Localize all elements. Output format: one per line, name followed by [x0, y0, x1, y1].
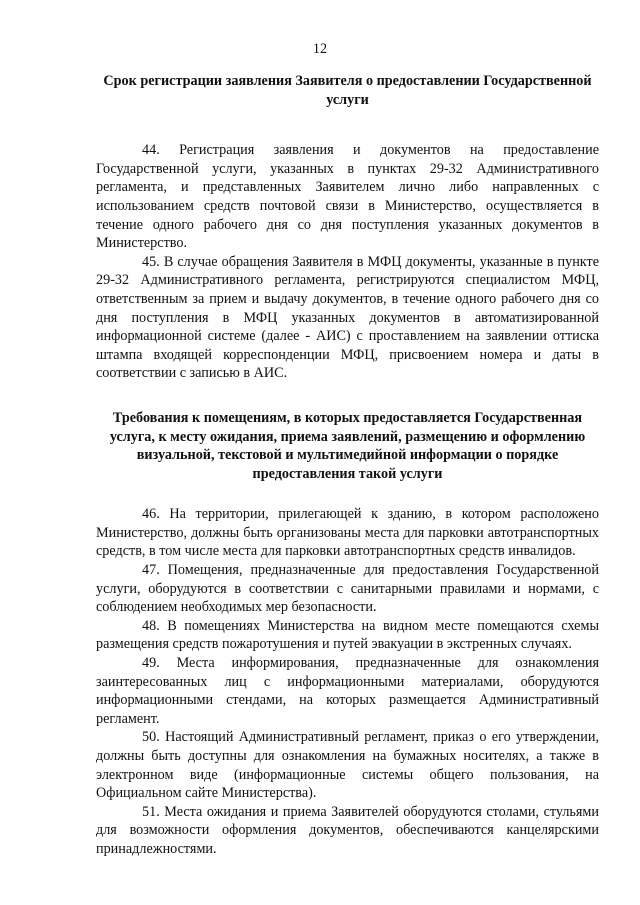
page-content [96, 72, 599, 859]
paragraph-50: 50. Настоящий Административный регламент, приказ о его утверждении, должны быть доступны для ознакомления на бумажных носителях, а также в электронном виде (информационные системы общего пользования, на Официальном сайте Министерства). [96, 729, 599, 802]
section-registration-period [96, 72, 599, 383]
paragraph-44: 44. Регистрация заявления и документов на предоставление Государственной услуги, указанных в пунктах 29-32 Административного регламента, и представленных Заявителем лично либо направленных с использованием средств почтовой связи в Министерство, осуществляется в течение одного рабочего дня со дня поступления указанных документов в Министерство. [96, 142, 599, 252]
paragraph-45: 45. В случае обращения Заявителя в МФЦ документы, указанные в пункте 29-32 Административного регламента, регистрируются специалистом МФЦ, ответственным за прием и выдачу документов, в течение одного рабочего дня со дня поступления в МФЦ указанных документов в автоматизированной информационной системе (далее - АИС) с проставлением на заявлении оттиска штампа входящей корреспонденции МФЦ, присвоением номера и даты в соответствии с записью в АИС. [96, 253, 599, 382]
paragraph-46: 46. На территории, прилегающей к зданию, в котором расположено Министерство, должны быть организованы места для парковки автотранспортных средств, в том числе места для парковки автотранспортных средств инвалидов. [96, 506, 599, 560]
section-heading: Требования к помещениям, в которых предоставляется Государственная услуга, к месту ожидания, приема заявлений, размещению и оформлению визуальной, текстовой и мультимедийной информации о порядке предоставления такой услуги [109, 409, 586, 482]
paragraph-49: 49. Места информирования, предназначенные для ознакомления заинтересованных лиц с информационными материалами, оборудуются информационными стендами, на которых размещается Административный регламент. [96, 655, 599, 727]
paragraph-48: 48. В помещениях Министерства на видном месте помещаются схемы размещения средств пожаротушения и путей эвакуации в экстренных случаях. [96, 617, 599, 653]
page-number: 12 [312, 41, 328, 57]
section-premises-requirements [96, 409, 599, 859]
section-heading: Срок регистрации заявления Заявителя о предоставлении Государственной услуги [103, 73, 592, 108]
paragraph-47: 47. Помещения, предназначенные для предоставления Государственной услуги, оборудуются в соответствии с санитарными правилами и нормами, с соблюдением необходимых мер безопасности. [96, 562, 599, 616]
paragraph-51: 51. Места ожидания и приема Заявителей оборудуются столами, стульями для возможности оформления документов, обеспечиваются канцелярскими принадлежностями. [96, 803, 599, 857]
